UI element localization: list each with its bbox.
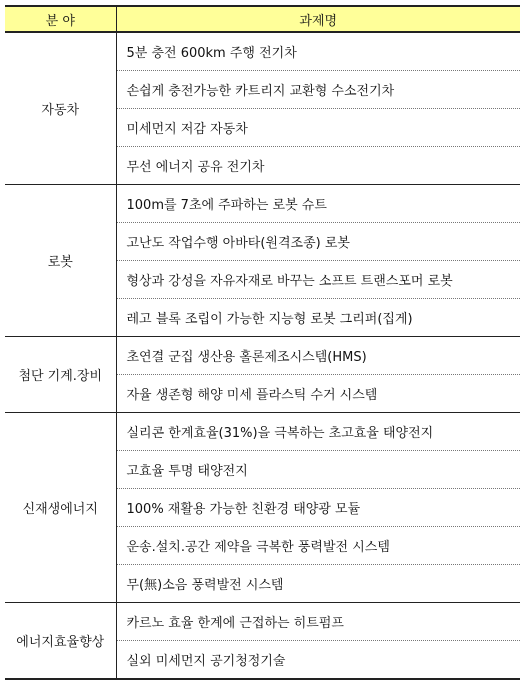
- project-cell: 초연결 군집 생산용 홀론제조시스템(HMS): [116, 337, 520, 375]
- project-cell: 고효율 투명 태양전지: [116, 451, 520, 489]
- field-cell: 로봇: [5, 185, 116, 337]
- project-cell: 실리콘 한계효율(31%)을 극복하는 초고효율 태양전지: [116, 413, 520, 451]
- project-cell: 자율 생존형 해양 미세 플라스틱 수거 시스템: [116, 375, 520, 413]
- project-cell: 무(無)소음 풍력발전 시스템: [116, 565, 520, 603]
- header-project: 과제명: [116, 6, 520, 32]
- table-row: [5, 603, 520, 641]
- project-cell: 무선 에너지 공유 전기차: [116, 147, 520, 185]
- field-cell: 첨단 기계.장비: [5, 337, 116, 413]
- project-cell: 운송.설치.공간 제약을 극복한 풍력발전 시스템: [116, 527, 520, 565]
- table-row: [5, 32, 520, 71]
- field-cell: 에너지효율향상: [5, 603, 116, 680]
- table-row: [5, 413, 520, 451]
- table-row: [5, 185, 520, 223]
- field-cell: 신재생에너지: [5, 413, 116, 603]
- header-field: 분 야: [5, 6, 116, 32]
- project-cell: 실외 미세먼지 공기청정기술: [116, 641, 520, 680]
- project-cell: 고난도 작업수행 아바타(원격조종) 로봇: [116, 223, 520, 261]
- table-row: [5, 337, 520, 375]
- project-table: [5, 5, 520, 680]
- project-cell: 카르노 효율 한계에 근접하는 히트펌프: [116, 603, 520, 641]
- header-row: [5, 6, 520, 32]
- project-cell: 100% 재활용 가능한 친환경 태양광 모듈: [116, 489, 520, 527]
- project-cell: 레고 블록 조립이 가능한 지능형 로봇 그리퍼(집게): [116, 299, 520, 337]
- field-cell: 자동차: [5, 32, 116, 185]
- project-cell: 미세먼지 저감 자동차: [116, 109, 520, 147]
- project-cell: 손쉽게 충전가능한 카트리지 교환형 수소전기차: [116, 71, 520, 109]
- project-cell: 형상과 강성을 자유자재로 바꾸는 소프트 트랜스포머 로봇: [116, 261, 520, 299]
- project-cell: 100m를 7초에 주파하는 로봇 슈트: [116, 185, 520, 223]
- project-cell: 5분 충전 600km 주행 전기차: [116, 32, 520, 71]
